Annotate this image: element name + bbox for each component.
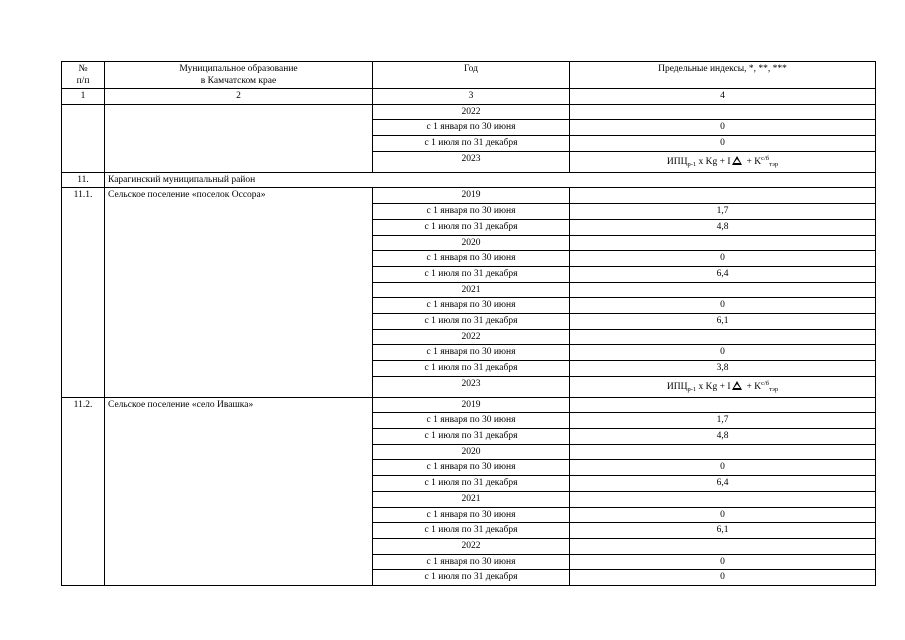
index-value-cell: 4,8 bbox=[570, 429, 876, 445]
header-municipality-line1: Муниципальное образование bbox=[179, 64, 298, 74]
formula-ipc: ИПЦ bbox=[666, 381, 688, 392]
period-cell: 2020 bbox=[373, 235, 570, 251]
header-municipality bbox=[105, 62, 373, 89]
formula-k-superscript: с/б bbox=[761, 379, 770, 387]
index-value-cell: 1,7 bbox=[570, 204, 876, 220]
index-value-cell: 6,4 bbox=[570, 266, 876, 282]
period-cell: с 1 января по 30 июня bbox=[373, 413, 570, 429]
period-cell: с 1 января по 30 июня bbox=[373, 204, 570, 220]
formula-ipc-subscript: р-1 bbox=[687, 160, 697, 168]
index-value-cell: 6,4 bbox=[570, 476, 876, 492]
formula-middle: x Kg + I bbox=[696, 381, 731, 392]
index-value-cell: 0 bbox=[570, 554, 876, 570]
period-cell: с 1 июля по 31 декабря bbox=[373, 361, 570, 377]
delta-icon bbox=[732, 381, 742, 390]
index-value-cell bbox=[570, 444, 876, 460]
index-value-cell: 0 bbox=[570, 298, 876, 314]
index-value-cell bbox=[570, 235, 876, 251]
period-cell: с 1 июля по 31 декабря bbox=[373, 476, 570, 492]
period-cell: с 1 июля по 31 декабря bbox=[373, 266, 570, 282]
period-cell: 2021 bbox=[373, 491, 570, 507]
index-value-cell: 0 bbox=[570, 251, 876, 267]
formula-k-subscript: тэр bbox=[769, 385, 779, 393]
period-cell: с 1 января по 30 июня bbox=[373, 120, 570, 136]
period-cell: с 1 января по 30 июня bbox=[373, 345, 570, 361]
formula-ipc: ИПЦ bbox=[666, 156, 688, 167]
period-cell: 2021 bbox=[373, 282, 570, 298]
header-limit-index: Предельные индексы, *, **, *** bbox=[570, 62, 876, 89]
index-value-cell: 0 bbox=[570, 460, 876, 476]
period-cell: с 1 января по 30 июня bbox=[373, 298, 570, 314]
row-number bbox=[62, 104, 105, 172]
period-cell: с 1 июля по 31 декабря bbox=[373, 136, 570, 152]
period-cell: 2022 bbox=[373, 329, 570, 345]
period-cell: 2022 bbox=[373, 104, 570, 120]
table-row bbox=[62, 172, 876, 188]
index-value-cell: 0 bbox=[570, 507, 876, 523]
formula-k-subscript: тэр bbox=[769, 160, 779, 168]
municipality-name: Сельское поселение «село Ивашка» bbox=[105, 397, 373, 585]
index-formula-cell bbox=[570, 376, 876, 397]
index-value-cell: 1,7 bbox=[570, 413, 876, 429]
column-number-2: 2 bbox=[105, 89, 373, 105]
index-value-cell bbox=[570, 538, 876, 554]
index-value-cell bbox=[570, 188, 876, 204]
period-cell: 2023 bbox=[373, 376, 570, 397]
row-number: 11.1. bbox=[62, 188, 105, 397]
period-cell: с 1 января по 30 июня bbox=[373, 507, 570, 523]
header-number-line2: п/п bbox=[76, 76, 90, 86]
table-row bbox=[62, 188, 876, 204]
index-value-cell bbox=[570, 329, 876, 345]
index-value-cell: 6,1 bbox=[570, 523, 876, 539]
period-cell: с 1 июля по 31 декабря bbox=[373, 429, 570, 445]
index-value-cell bbox=[570, 104, 876, 120]
header-number-line1: № bbox=[78, 64, 88, 74]
column-number-3: 3 bbox=[373, 89, 570, 105]
formula-plus-k: + K bbox=[746, 381, 762, 392]
table-header-row bbox=[62, 62, 876, 89]
period-cell: 2023 bbox=[373, 151, 570, 172]
table-row bbox=[62, 104, 876, 120]
period-cell: с 1 июля по 31 декабря bbox=[373, 523, 570, 539]
table-row bbox=[62, 397, 876, 413]
period-cell: с 1 июля по 31 декабря bbox=[373, 313, 570, 329]
municipality-name: Сельское поселение «поселок Оссора» bbox=[105, 188, 373, 397]
district-name: Карагинский муниципальный район bbox=[105, 172, 876, 188]
limit-index-table bbox=[61, 61, 876, 586]
header-municipality-line2: в Камчатском крае bbox=[200, 76, 277, 86]
row-number: 11. bbox=[62, 172, 105, 188]
formula-plus-k: + K bbox=[746, 156, 762, 167]
index-value-cell: 4,8 bbox=[570, 219, 876, 235]
period-cell: с 1 января по 30 июня bbox=[373, 251, 570, 267]
column-number-row bbox=[62, 89, 876, 105]
period-cell: с 1 января по 30 июня bbox=[373, 554, 570, 570]
header-number bbox=[62, 62, 105, 89]
municipality-name bbox=[105, 104, 373, 172]
period-cell: с 1 июля по 31 декабря bbox=[373, 570, 570, 586]
header-year: Год bbox=[373, 62, 570, 89]
index-value-cell: 0 bbox=[570, 136, 876, 152]
row-number: 11.2. bbox=[62, 397, 105, 585]
period-cell: с 1 июля по 31 декабря bbox=[373, 219, 570, 235]
formula-middle: x Kg + I bbox=[696, 156, 731, 167]
index-formula-cell bbox=[570, 151, 876, 172]
column-number-4: 4 bbox=[570, 89, 876, 105]
period-cell: с 1 января по 30 июня bbox=[373, 460, 570, 476]
formula-k-superscript: с/б bbox=[761, 154, 770, 162]
index-value-cell: 6,1 bbox=[570, 313, 876, 329]
period-cell: 2019 bbox=[373, 188, 570, 204]
formula-ipc-subscript: р-1 bbox=[687, 385, 697, 393]
index-value-cell: 0 bbox=[570, 570, 876, 586]
index-value-cell: 0 bbox=[570, 345, 876, 361]
table-body bbox=[62, 104, 876, 585]
index-value-cell: 3,8 bbox=[570, 361, 876, 377]
index-value-cell bbox=[570, 397, 876, 413]
column-number-1: 1 bbox=[62, 89, 105, 105]
index-value-cell bbox=[570, 282, 876, 298]
period-cell: 2022 bbox=[373, 538, 570, 554]
period-cell: 2020 bbox=[373, 444, 570, 460]
period-cell: 2019 bbox=[373, 397, 570, 413]
index-value-cell: 0 bbox=[570, 120, 876, 136]
index-value-cell bbox=[570, 491, 876, 507]
delta-icon bbox=[732, 156, 742, 165]
